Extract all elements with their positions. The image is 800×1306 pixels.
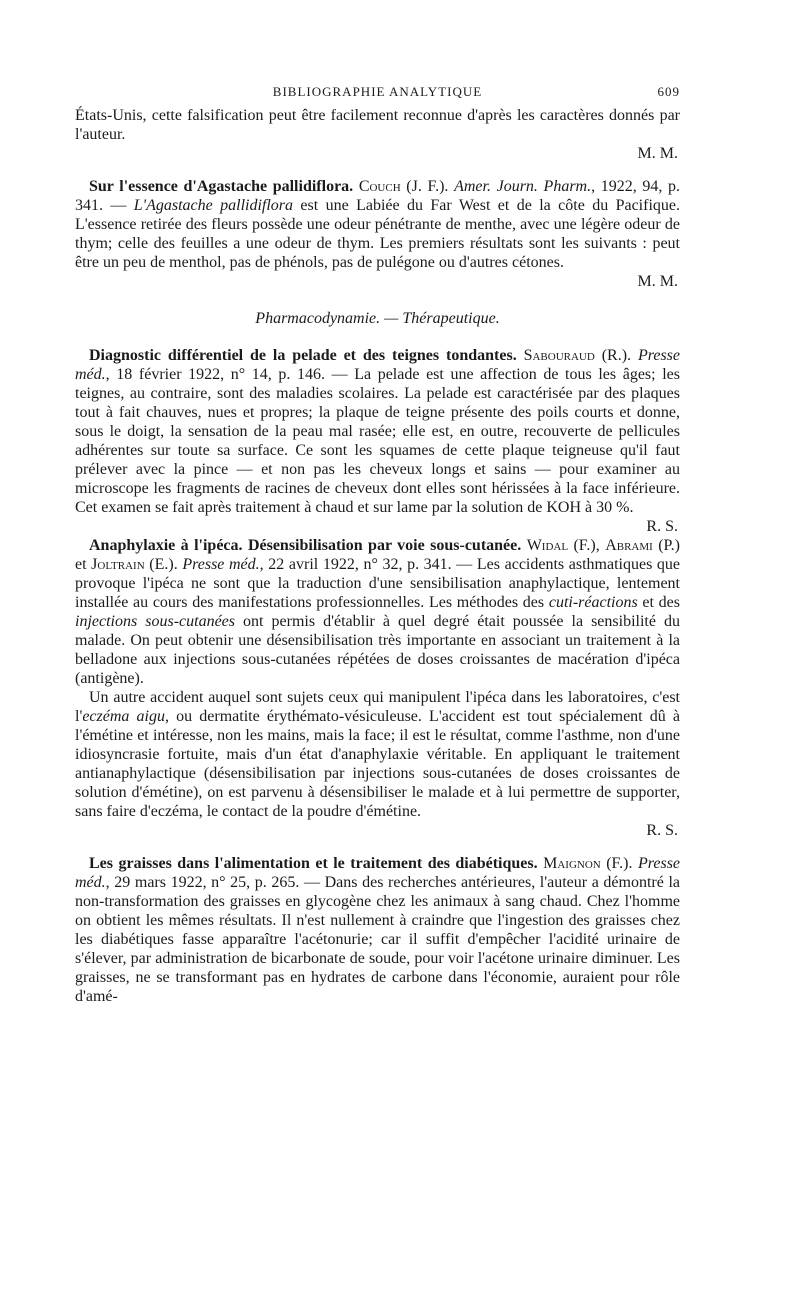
journal-name: Presse méd. <box>75 855 681 891</box>
reference: , 1922, 94, p. 341. — <box>75 178 681 214</box>
article-pelade-teignes <box>75 346 680 536</box>
author-name: Abrami <box>605 537 653 554</box>
article-body: ont permis d'établir à quel degré était poussée la sensibilité du malade. On peut obtenir une désensibilisation très importante en associant un traitement à la belladone aux injections sous-cutanées répétées de doses croissantes de macération d'ipéca (antigène). <box>75 613 681 687</box>
article-body: est une Labiée du Far West et de la côte du Pacifique. L'essence retirée des fleurs possède une odeur pénétrante de menthe, avec une légère odeur de thym; celle des feuilles a une odeur de thym. Les premiers résultats sont les suivants : peut être un peu de menthol, pas de phénols, pas de pulégone ou d'autres cétones. <box>75 197 681 271</box>
article-body: et des <box>637 594 681 611</box>
article-authors: Maignon (F.). <box>543 855 633 872</box>
article-title: Sur l'essence d'Agastache pallidiflora. <box>89 178 354 195</box>
running-header <box>75 84 680 106</box>
running-title: BIBLIOGRAPHIE ANALYTIQUE <box>272 84 483 99</box>
author-initial: (F.), <box>568 537 606 554</box>
journal-name: Presse méd. <box>182 556 260 573</box>
scientific-name: L'Agastache pallidiflora <box>133 197 294 214</box>
article-title: Les graisses dans l'alimentation et le traitement des diabétiques. <box>89 855 538 872</box>
article-body: , 22 avril 1922, n° 32, p. 341. — Les accidents asthmatiques que provoque l'ipéca ne sont que la traduction d'une sensibilisation anaphylactique, lentement installée au cours des manifestations professionnelles. Les méthodes des <box>75 556 681 611</box>
article-body: , 29 mars 1922, n° 25, p. 265. — Dans des recherches antérieures, l'auteur a démontré la non-transformation des graisses en glycogène chez les animaux à sang chaud. Chez l'homme on obtient les mêmes résultats. Il n'est nullement à craindre que l'ingestion des graisses chez les diabétiques fasse apparaître l'acétonurie; car il suffit d'empêcher l'acidité urinaire de s'élever, par administration de bicarbonate de soude, pour voir l'acétone urinaire diminuer. Les graisses, ne se transformant pas en hydrates de carbone dans l'économie, auraient pour rôle d'amé- <box>75 874 680 1005</box>
italic-term: eczéma aigu <box>82 708 166 725</box>
section-heading: Pharmacodynamie. — Thérapeutique. <box>255 310 500 327</box>
paragraph-text: États-Unis, cette falsification peut être facilement reconnue d'après les caractères donnés par l'auteur. <box>75 107 680 143</box>
article-title: Anaphylaxie à l'ipéca. Désensibilisation par voie sous-cutanée. <box>89 537 522 554</box>
author-name: Joltrain <box>91 556 145 573</box>
article-authors: Couch (J. F.). <box>358 178 449 195</box>
article-body: Un autre accident auquel sont sujets ceux qui manipulent l'ipéca dans les laboratoires, c'est l' <box>75 689 680 725</box>
author-initial: (E.). <box>144 556 183 573</box>
article-essence-agastache <box>75 177 680 291</box>
article-title: Diagnostic différentiel de la pelade et des teignes tondantes. <box>89 347 517 364</box>
article-body: , 18 février 1922, n° 14, p. 146. — La pelade est une affection de tous les âges; les teignes, au contraire, sont des maladies scolaires. La pelade est caractérisée par des plaques tout à fait chauves, nues et propres; la plaque de teigne présente des poils courts et donne, sous le doigt, la sensation de la peau mal rasée; elle est, en outre, recouverte de pellicules adhérentes sur toute sa surface. Ce sont les squames de cette plaque teigneuse qu'il faut prélever avec la pince — et non pas les cheveux longs et sains — pour examiner au microscope les fragments de racines de cheveux dont elles sont hérissées à la face inférieure. Cet examen se fait après traitement à chaud et sur lame par la solution de KOH à 30 %. <box>75 366 680 516</box>
page-number: 609 <box>657 84 680 99</box>
article-anaphylaxie-ipeca-p2 <box>75 688 680 840</box>
article-anaphylaxie-ipeca <box>75 536 680 688</box>
signature: M. M. <box>637 145 678 162</box>
author-initial: (P.) et <box>75 537 681 573</box>
article-graisses-diabetiques <box>75 854 680 1006</box>
article-authors: Sabouraud (R.). <box>523 347 632 364</box>
signature: M. M. <box>637 273 678 290</box>
signature: R. S. <box>646 518 678 535</box>
journal-name: Presse méd. <box>75 347 680 383</box>
author-name: Widal <box>526 537 569 554</box>
italic-term: injections sous-cutanées <box>75 613 236 630</box>
signature: R. S. <box>646 822 678 839</box>
article-body: , ou dermatite érythémato-vésiculeuse. L'accident est tout spécialement dû à l'émétine et intéresse, non les mains, mais la face; il est le résultat, comme l'asthme, non d'une idiosyncrasie fortuite, mais d'un état d'anaphylaxie véritable. En appliquant le traitement antianaphylactique (désensibilisation par injections sous-cutanées de doses croissantes de solution d'émétine), on est parvenu à désensibiliser le malade et à lui permettre de supporter, sans faire d'eczéma, le contact de la poudre d'émétine. <box>75 708 681 820</box>
paragraph-continued <box>75 106 680 163</box>
journal-name: Amer. Journ. Pharm. <box>454 178 592 195</box>
page <box>75 84 680 1006</box>
italic-term: cuti-réactions <box>548 594 638 611</box>
